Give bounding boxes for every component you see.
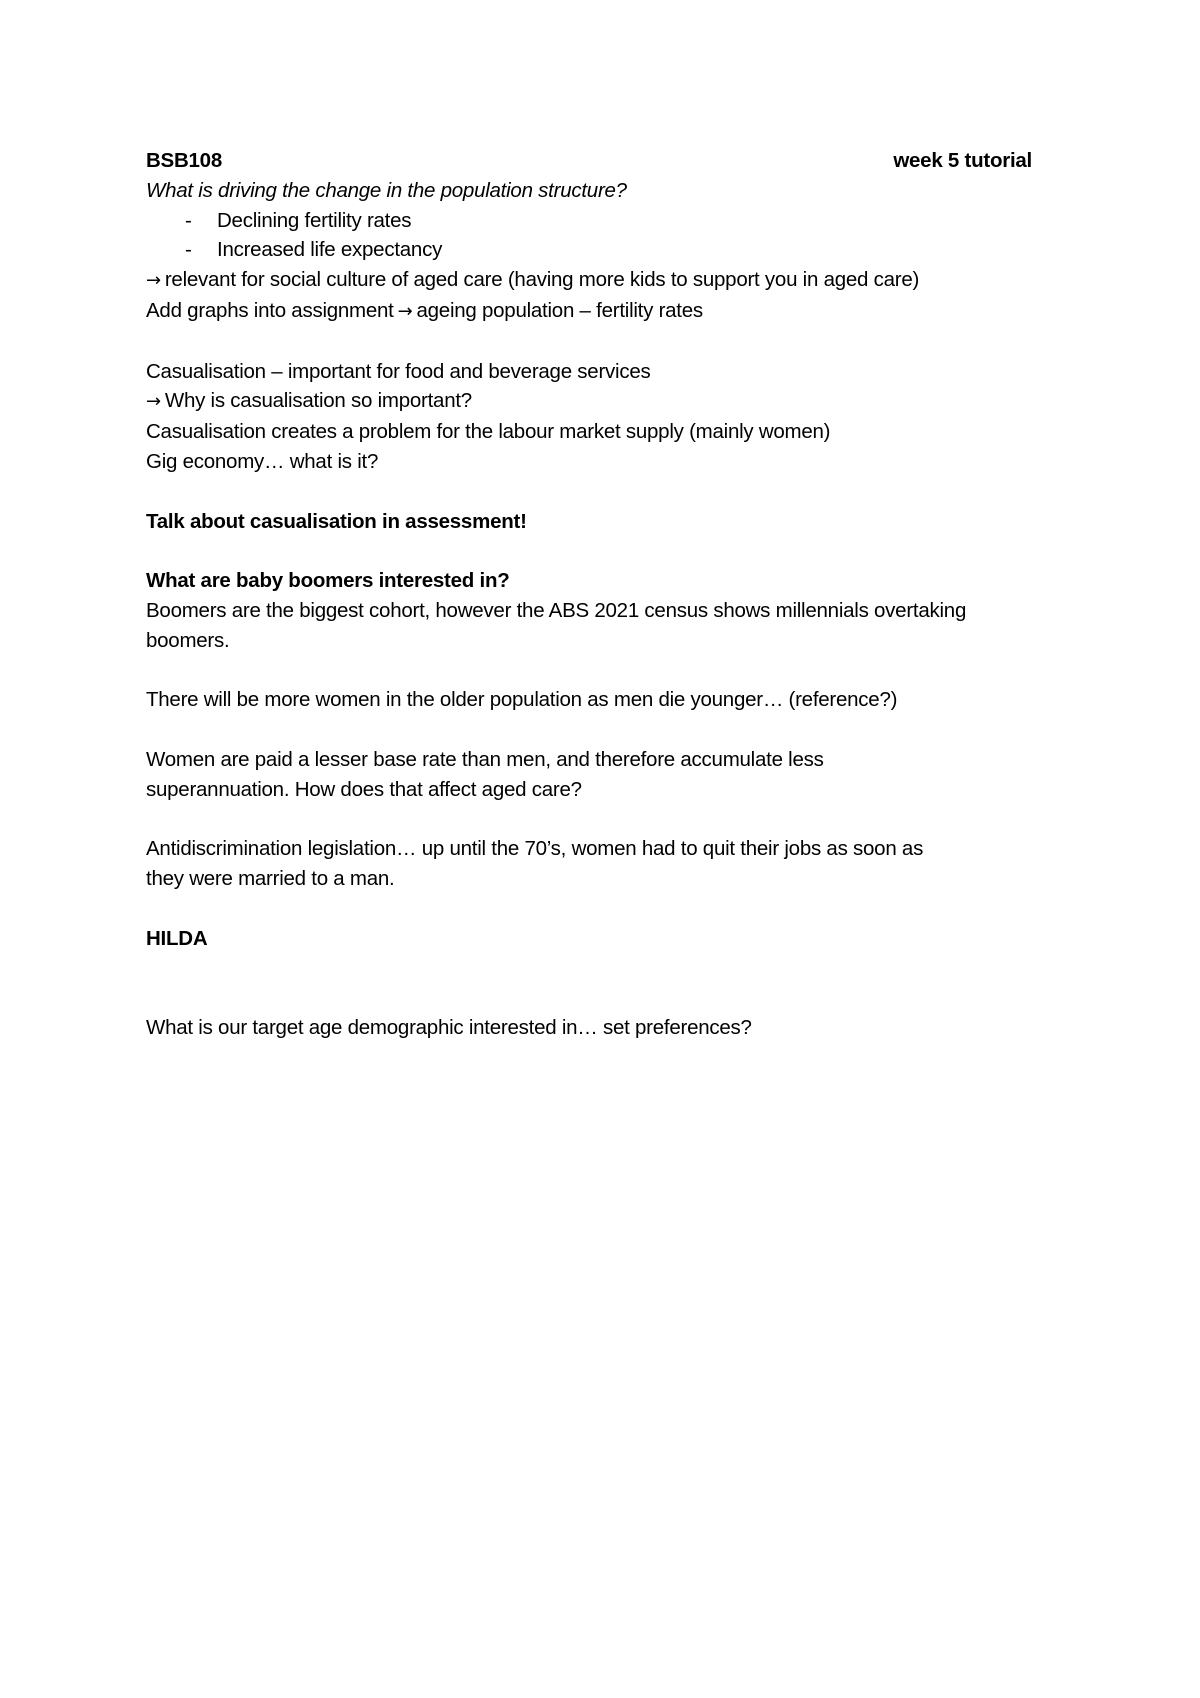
bullet-text: Increased life expectancy: [217, 238, 443, 262]
casualisation-question: [146, 386, 1066, 417]
blank-line: [146, 327, 1066, 357]
casualisation-question-text: Why is casualisation so important?: [164, 389, 472, 413]
antidiscrimination-line: Antidiscrimination legislation… up until the 70’s, women had to quit their jobs as soon as: [146, 837, 924, 861]
arrow-icon: →: [146, 270, 161, 292]
relevance-text: relevant for social culture of aged care (having more kids to support you in aged care): [164, 268, 920, 292]
blank-line: [146, 894, 1066, 924]
graphs-text-after: ageing population – fertility rates: [416, 298, 703, 322]
bullet-dash: -: [185, 238, 192, 262]
women-older-line: There will be more women in the older population as men die younger… (reference?): [146, 688, 898, 712]
boomers-heading: What are baby boomers interested in?: [146, 569, 510, 593]
bullet-item: [146, 206, 1066, 236]
bullet-dash: -: [185, 208, 192, 232]
blank-line: [146, 805, 1066, 835]
casualisation-line: Casualisation – important for food and beverage services: [146, 359, 651, 383]
women-paid-line: superannuation. How does that affect aged care?: [146, 777, 582, 801]
graphs-text-before: Add graphs into assignment: [146, 298, 394, 322]
relevance-line: [146, 265, 1066, 296]
blank-line: [146, 954, 1066, 984]
talk-note: Talk about casualisation in assessment!: [146, 509, 527, 533]
blank-line: [146, 477, 1066, 507]
blank-line: [146, 536, 1066, 566]
arrow-icon: →: [146, 391, 161, 413]
women-paid-line: Women are paid a lesser base rate than men, and therefore accumulate less: [146, 747, 824, 771]
boomers-line: Boomers are the biggest cohort, however the ABS 2021 census shows millennials overtaking: [146, 598, 967, 622]
blank-line: [146, 983, 1066, 1013]
arrow-icon: →: [397, 300, 413, 322]
boomers-line: boomers.: [146, 628, 230, 652]
bullet-item: [146, 235, 1066, 265]
blank-line: [146, 715, 1066, 745]
course-code: BSB108: [146, 149, 222, 172]
bullet-text: Declining fertility rates: [217, 208, 412, 232]
graphs-line: [146, 296, 1066, 327]
antidiscrimination-line: they were married to a man.: [146, 867, 395, 891]
blank-line: [146, 656, 1066, 686]
target-line: What is our target age demographic interested in… set preferences?: [146, 1016, 752, 1040]
session-title: week 5 tutorial: [893, 149, 1032, 172]
casualisation-line: Gig economy… what is it?: [146, 449, 379, 473]
document-content: [146, 146, 1066, 1043]
hilda-heading: HILDA: [146, 926, 208, 950]
casualisation-line: Casualisation creates a problem for the labour market supply (mainly women): [146, 420, 831, 444]
document-header: [146, 146, 1066, 176]
question-line: What is driving the change in the population structure?: [146, 178, 627, 202]
